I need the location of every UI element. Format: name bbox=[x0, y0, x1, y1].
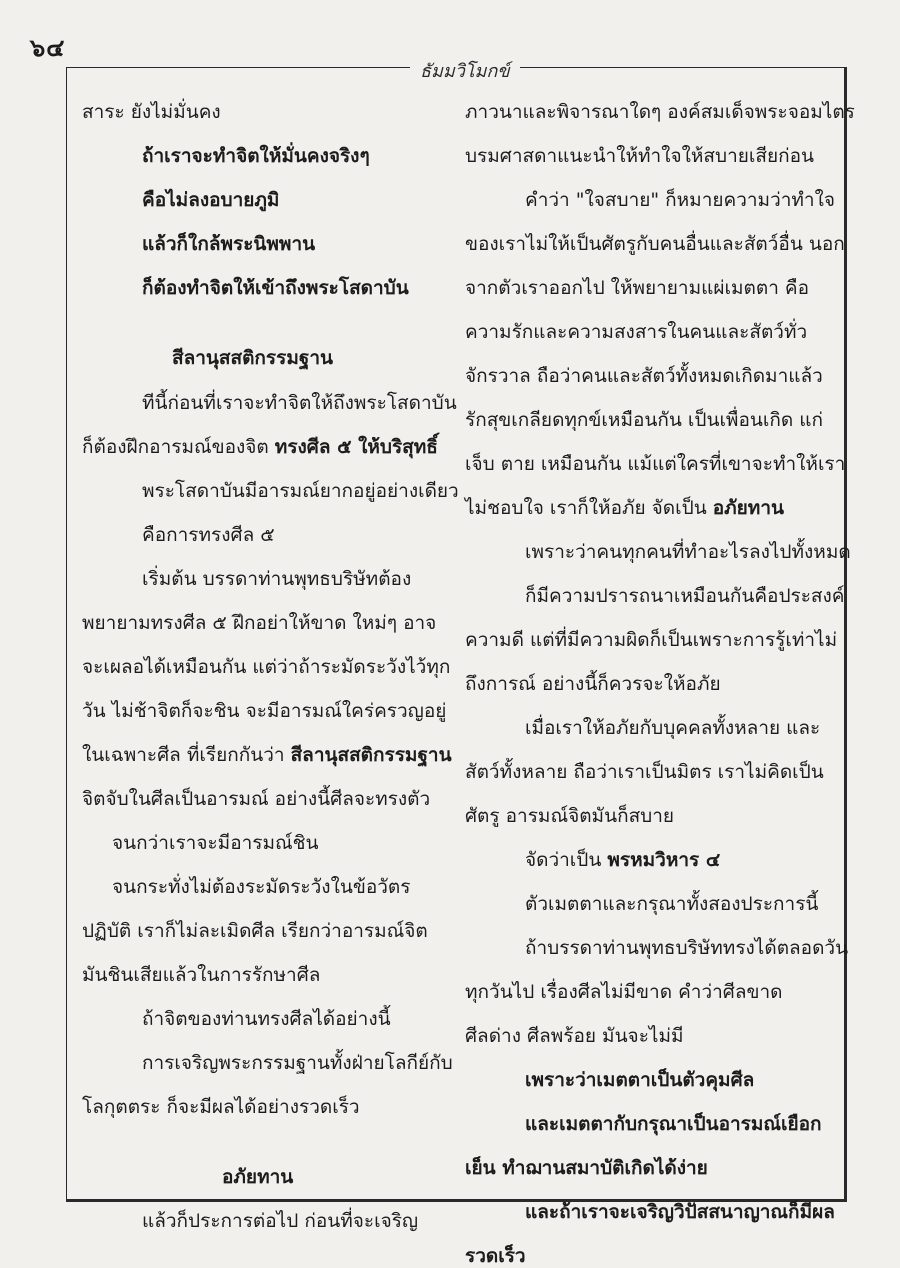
bold-text: รวดเร็ว bbox=[465, 1245, 526, 1267]
bold-text: อภัยทาน bbox=[222, 1166, 294, 1188]
text-line bbox=[142, 232, 315, 256]
body-text: มันชินเสียแล้วในการรักษาศีล bbox=[82, 964, 321, 986]
bold-text: ก็ต้องทำจิตให้เข้าถึงพระโสดาบัน bbox=[142, 277, 409, 299]
body-text: ในเฉพาะศีล ที่เรียกกันว่า bbox=[82, 744, 291, 766]
body-text: การเจริญพระกรรมฐานทั้งฝ่ายโลกีย์กับ bbox=[142, 1052, 453, 1074]
text-line bbox=[465, 144, 814, 168]
text-line bbox=[525, 892, 818, 916]
bold-text: และถ้าเราจะเจริญวิปัสสนาญาณก็มีผล bbox=[525, 1201, 835, 1223]
body-text: ก็มีความปรารถนาเหมือนกันคือประสงค์ bbox=[525, 585, 845, 607]
text-line bbox=[465, 320, 807, 344]
body-text: ก็ต้องฝึกอารมณ์ของจิต bbox=[82, 436, 275, 458]
body-text: บรมศาสดาแนะนำให้ทำใจให้สบายเสียก่อน bbox=[465, 145, 815, 167]
text-line bbox=[142, 523, 275, 547]
body-text: ทุกวันไป เรื่องศีลไม่มีขาด คำว่าศีลขาด bbox=[465, 981, 783, 1003]
bold-text: ทรงศีล ๕ ให้บริสุทธิ์ bbox=[274, 436, 438, 458]
body-text: ศัตรู อารมณ์จิตมันก็สบาย bbox=[465, 805, 675, 827]
body-text: ของเราไม่ให้เป็นศัตรูกับคนอื่นและสัตว์อื่น นอก bbox=[465, 233, 845, 255]
text-line bbox=[82, 963, 320, 987]
body-text: เจ็บ ตาย เหมือนกัน แม้แต่ใครที่เขาจะทำให้เรา bbox=[465, 453, 846, 475]
text-line bbox=[142, 1007, 391, 1031]
body-text: จะเผลอได้เหมือนกัน แต่ว่าถ้าระมัดระวังไว้ทุก bbox=[82, 656, 451, 678]
text-line bbox=[142, 567, 411, 591]
body-text: จนกระทั่งไม่ต้องระมัดระวังในข้อวัตร bbox=[112, 876, 411, 898]
body-text: ทีนี้ก่อนที่เราจะทำจิตให้ถึงพระโสดาบัน bbox=[142, 392, 457, 414]
text-line bbox=[82, 919, 428, 943]
bold-text: คือไม่ลงอบายภูมิ bbox=[142, 189, 280, 211]
body-text: จนกว่าเราจะมีอารมณ์ชิน bbox=[112, 832, 319, 854]
body-text: คำว่า "ใจสบาย" ก็หมายความว่าทำใจ bbox=[525, 189, 836, 211]
bold-text: ถ้าเราจะทำจิตให้มั่นคงจริงๆ bbox=[142, 145, 370, 167]
body-text: พยายามทรงศีล ๕ ฝึกอย่าให้ขาด ใหม่ๆ อาจ bbox=[82, 612, 437, 634]
body-text: สัตว์ทั้งหลาย ถือว่าเราเป็นมิตร เราไม่คิดเป็น bbox=[465, 761, 824, 783]
body-text: ไม่ชอบใจ เราก็ให้อภัย จัดเป็น bbox=[465, 497, 713, 519]
text-line bbox=[465, 760, 824, 784]
body-text: แล้วก็ประการต่อไป ก่อนที่จะเจริญ bbox=[142, 1210, 419, 1232]
text-line bbox=[525, 1112, 822, 1136]
text-line bbox=[142, 276, 409, 300]
text-line bbox=[525, 1068, 754, 1092]
body-text: สาระ ยังไม่มั่นคง bbox=[82, 101, 221, 123]
bold-text: เพราะว่าเมตตาเป็นตัวคุมศีล bbox=[525, 1069, 755, 1091]
text-line bbox=[82, 655, 450, 679]
body-text: วัน ไม่ช้าจิตก็จะชิน จะมีอารมณ์ใคร่ครวญอยู่ bbox=[82, 700, 447, 722]
text-line bbox=[465, 408, 823, 432]
body-text: โลกุตตระ ก็จะมีผลได้อย่างรวดเร็ว bbox=[82, 1096, 360, 1118]
text-line bbox=[465, 1244, 526, 1268]
text-line bbox=[82, 435, 438, 459]
text-line bbox=[525, 936, 848, 960]
body-text: จากตัวเราออกไป ให้พยายามแผ่เมตตา คือ bbox=[465, 277, 810, 299]
text-line bbox=[142, 1209, 418, 1233]
text-line bbox=[465, 452, 845, 476]
text-line bbox=[465, 1156, 708, 1180]
bold-text: แล้วก็ใกล้พระนิพพาน bbox=[142, 233, 316, 255]
body-text: เมื่อเราให้อภัยกับบุคคลทั้งหลาย และ bbox=[525, 717, 821, 739]
text-line bbox=[525, 848, 720, 872]
body-text: ปฏิบัติ เราก็ไม่ละเมิดศีล เรียกว่าอารมณ์จิต bbox=[82, 920, 428, 942]
text-line bbox=[82, 1095, 360, 1119]
text-line bbox=[465, 232, 845, 256]
text-line bbox=[525, 1200, 835, 1224]
text-line bbox=[465, 496, 784, 520]
text-line bbox=[82, 699, 446, 723]
text-line bbox=[142, 1051, 453, 1075]
body-text: รักสุขเกลียดทุกข์เหมือนกัน เป็นเพื่อนเกิด แก่ bbox=[465, 409, 823, 431]
text-line bbox=[465, 364, 823, 388]
text-line bbox=[112, 875, 410, 899]
page-number: ๖๔ bbox=[30, 34, 66, 62]
running-header: ธัมมวิโมกข์ bbox=[410, 56, 520, 85]
text-line bbox=[525, 584, 845, 608]
body-text: ศีลด่าง ศีลพร้อย มันจะไม่มี bbox=[465, 1025, 684, 1047]
text-line bbox=[82, 743, 452, 767]
bold-text: เย็น ทำฌานสมาบัติเกิดได้ง่าย bbox=[465, 1157, 708, 1179]
body-text: ถึงการณ์ อย่างนี้ก็ควรจะให้อภัย bbox=[465, 673, 721, 695]
text-line bbox=[525, 716, 820, 740]
body-text: จิตจับในศีลเป็นอารมณ์ อย่างนี้ศีลจะทรงตัว bbox=[82, 788, 431, 810]
body-text: ภาวนาและพิจารณาใดๆ องค์สมเด็จพระจอมไตร bbox=[465, 101, 855, 123]
text-line bbox=[82, 611, 436, 635]
body-text: ความรักและความสงสารในคนและสัตว์ทั่ว bbox=[465, 321, 808, 343]
bold-text: สีลานุสสติกรรมฐาน bbox=[172, 347, 334, 369]
text-line bbox=[172, 346, 333, 370]
text-line bbox=[465, 628, 837, 652]
text-line bbox=[82, 787, 430, 811]
text-line bbox=[142, 188, 279, 212]
text-line bbox=[465, 672, 721, 696]
body-text: ถ้าบรรดาท่านพุทธบริษัททรงได้ตลอดวัน bbox=[525, 937, 849, 959]
bold-text: อภัยทาน bbox=[712, 497, 784, 519]
body-text: จัดว่าเป็น bbox=[525, 849, 608, 871]
body-text: เริ่มต้น บรรดาท่านพุทธบริษัทต้อง bbox=[142, 568, 412, 590]
text-line bbox=[465, 276, 809, 300]
body-text: เพราะว่าคนทุกคนที่ทำอะไรลงไปทั้งหมด bbox=[525, 541, 851, 563]
text-line bbox=[525, 188, 835, 212]
text-line bbox=[465, 980, 783, 1004]
bold-text: พรหมวิหาร ๔ bbox=[607, 849, 721, 871]
bold-text: สีลานุสสติกรรมฐาน bbox=[290, 744, 452, 766]
body-text: พระโสดาบันมีอารมณ์ยากอยู่อย่างเดียว bbox=[142, 480, 459, 502]
text-line bbox=[465, 1024, 684, 1048]
body-text: จักรวาล ถือว่าคนและสัตว์ทั้งหมดเกิดมาแล้ว bbox=[465, 365, 823, 387]
text-line bbox=[82, 100, 221, 124]
body-text: ถ้าจิตของท่านทรงศีลได้อย่างนี้ bbox=[142, 1008, 391, 1030]
body-text: ความดี แต่ที่มีความผิดก็เป็นเพราะการรู้เท่าไม่ bbox=[465, 629, 838, 651]
text-line bbox=[112, 831, 319, 855]
text-line bbox=[222, 1165, 293, 1189]
text-line bbox=[142, 391, 457, 415]
bold-text: และเมตตากับกรุณาเป็นอารมณ์เยือก bbox=[525, 1113, 822, 1135]
body-text: ตัวเมตตาและกรุณาทั้งสองประการนี้ bbox=[525, 893, 819, 915]
text-line bbox=[465, 804, 674, 828]
text-line bbox=[142, 479, 459, 503]
text-line bbox=[525, 540, 851, 564]
text-line bbox=[465, 100, 855, 124]
text-line bbox=[142, 144, 370, 168]
body-text: คือการทรงศีล ๕ bbox=[142, 524, 275, 546]
